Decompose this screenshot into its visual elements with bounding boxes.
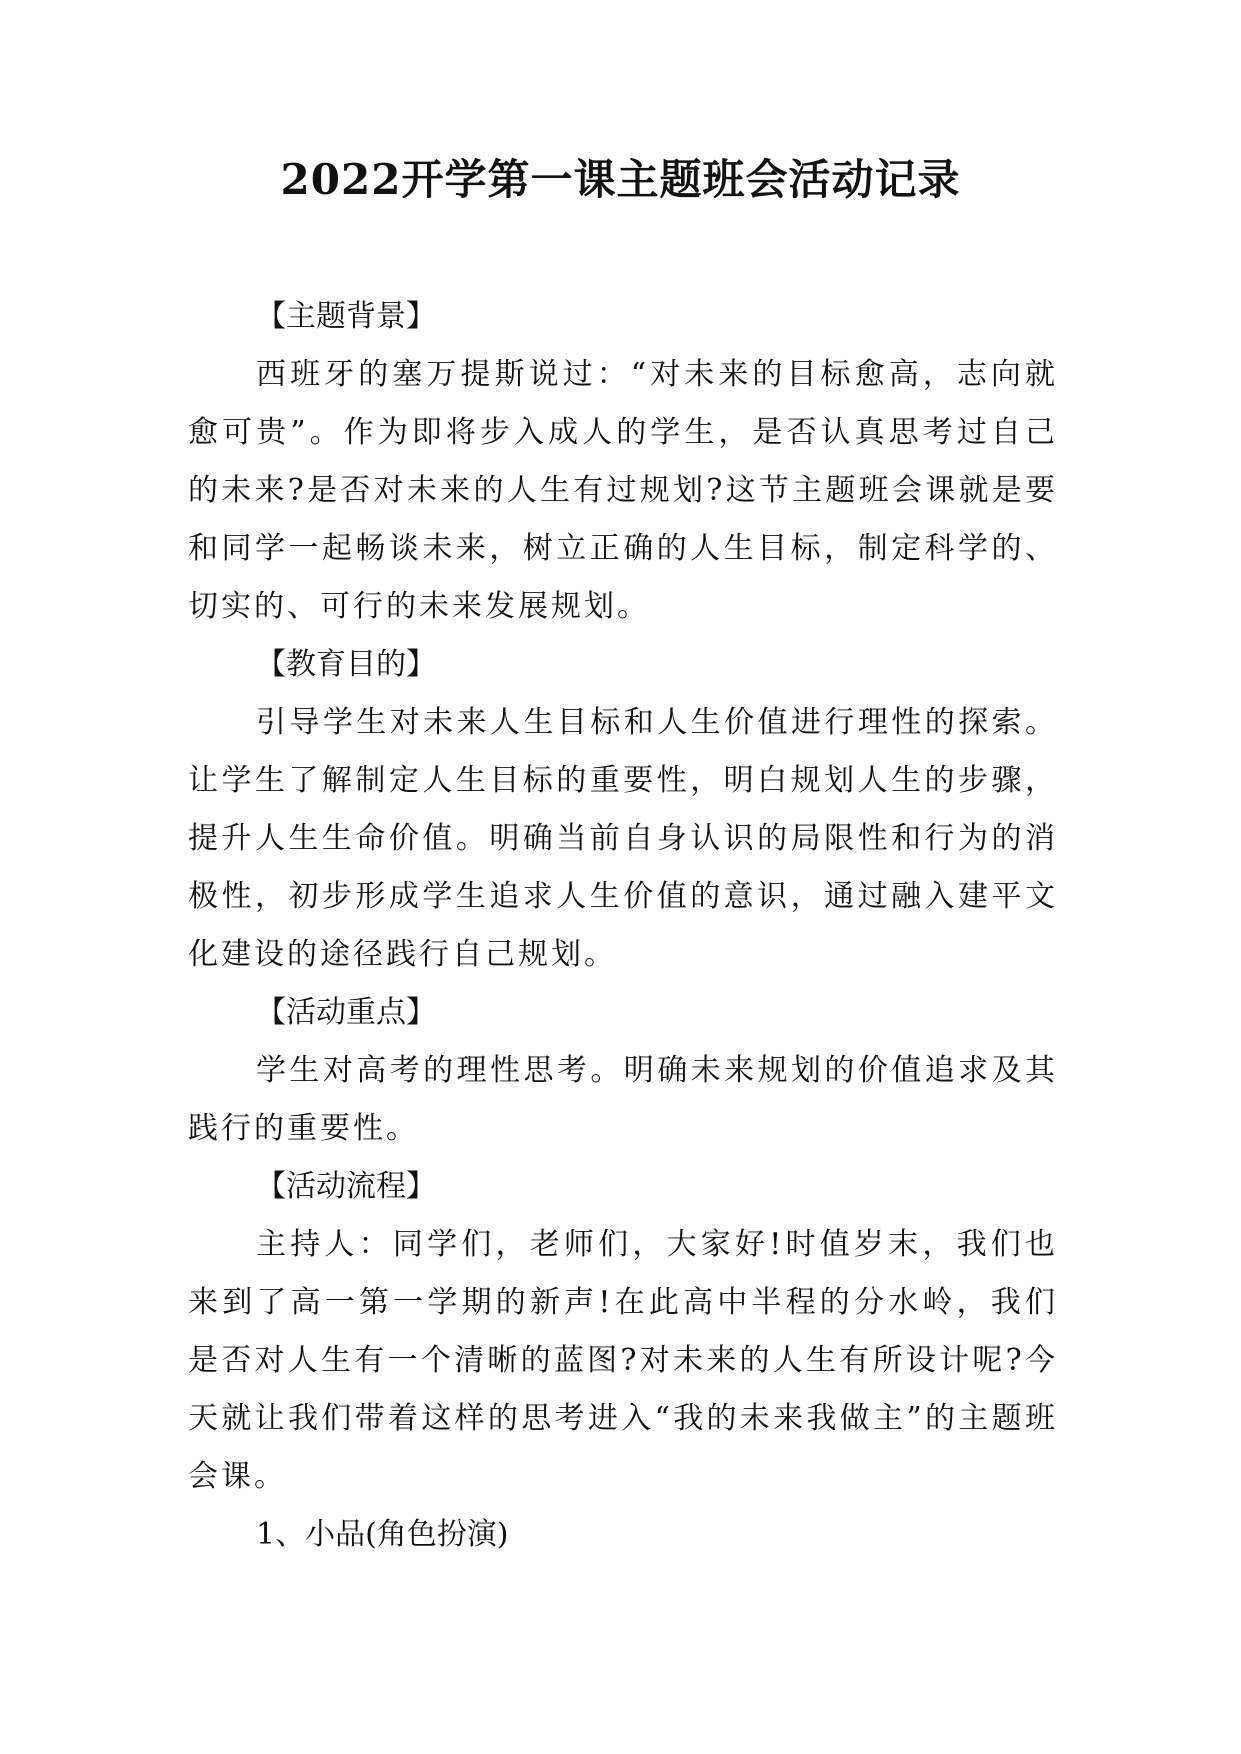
document-body: [188, 288, 1058, 1564]
section-heading-focus: 【活动重点】: [256, 995, 436, 1030]
section-heading-process: 【活动流程】: [256, 1169, 436, 1204]
section-heading-background: 【主题背景】: [256, 299, 436, 334]
paragraph-purpose: 引导学生对未来人生目标和人生价值进行理性的探索。让学生了解制定人生目标的重要性，明白规划人生的步骤，提升人生生命价值。明确当前自身认识的局限性和行为的消极性，初步形成学生追求人生价值的意识，通过融入建平文化建设的途径践行自己规划。: [188, 705, 1058, 972]
page-title: 2022开学第一课主题班会活动记录: [280, 155, 961, 204]
section-heading-purpose: 【教育目的】: [256, 647, 436, 682]
paragraph-background: 西班牙的塞万提斯说过：“对未来的目标愈高，志向就愈可贵”。作为即将步入成人的学生，是否认真思考过自己的未来?是否对未来的人生有过规划?这节主题班会课就是要和同学一起畅谈未来，树立正确的人生目标，制定科学的、切实的、可行的未来发展规划。: [188, 357, 1058, 624]
paragraph-focus: 学生对高考的理性思考。明确未来规划的价值追求及其践行的重要性。: [188, 1053, 1058, 1146]
paragraph-process: 主持人：同学们，老师们，大家好!时值岁末，我们也来到了高一第一学期的新声!在此高中半程的分水岭，我们是否对人生有一个清晰的蓝图?对未来的人生有所设计呢?今天就让我们带着这样的思考进入“我的未来我做主”的主题班会课。: [188, 1227, 1058, 1494]
list-item-skit: 1、小品(角色扮演): [256, 1517, 509, 1552]
